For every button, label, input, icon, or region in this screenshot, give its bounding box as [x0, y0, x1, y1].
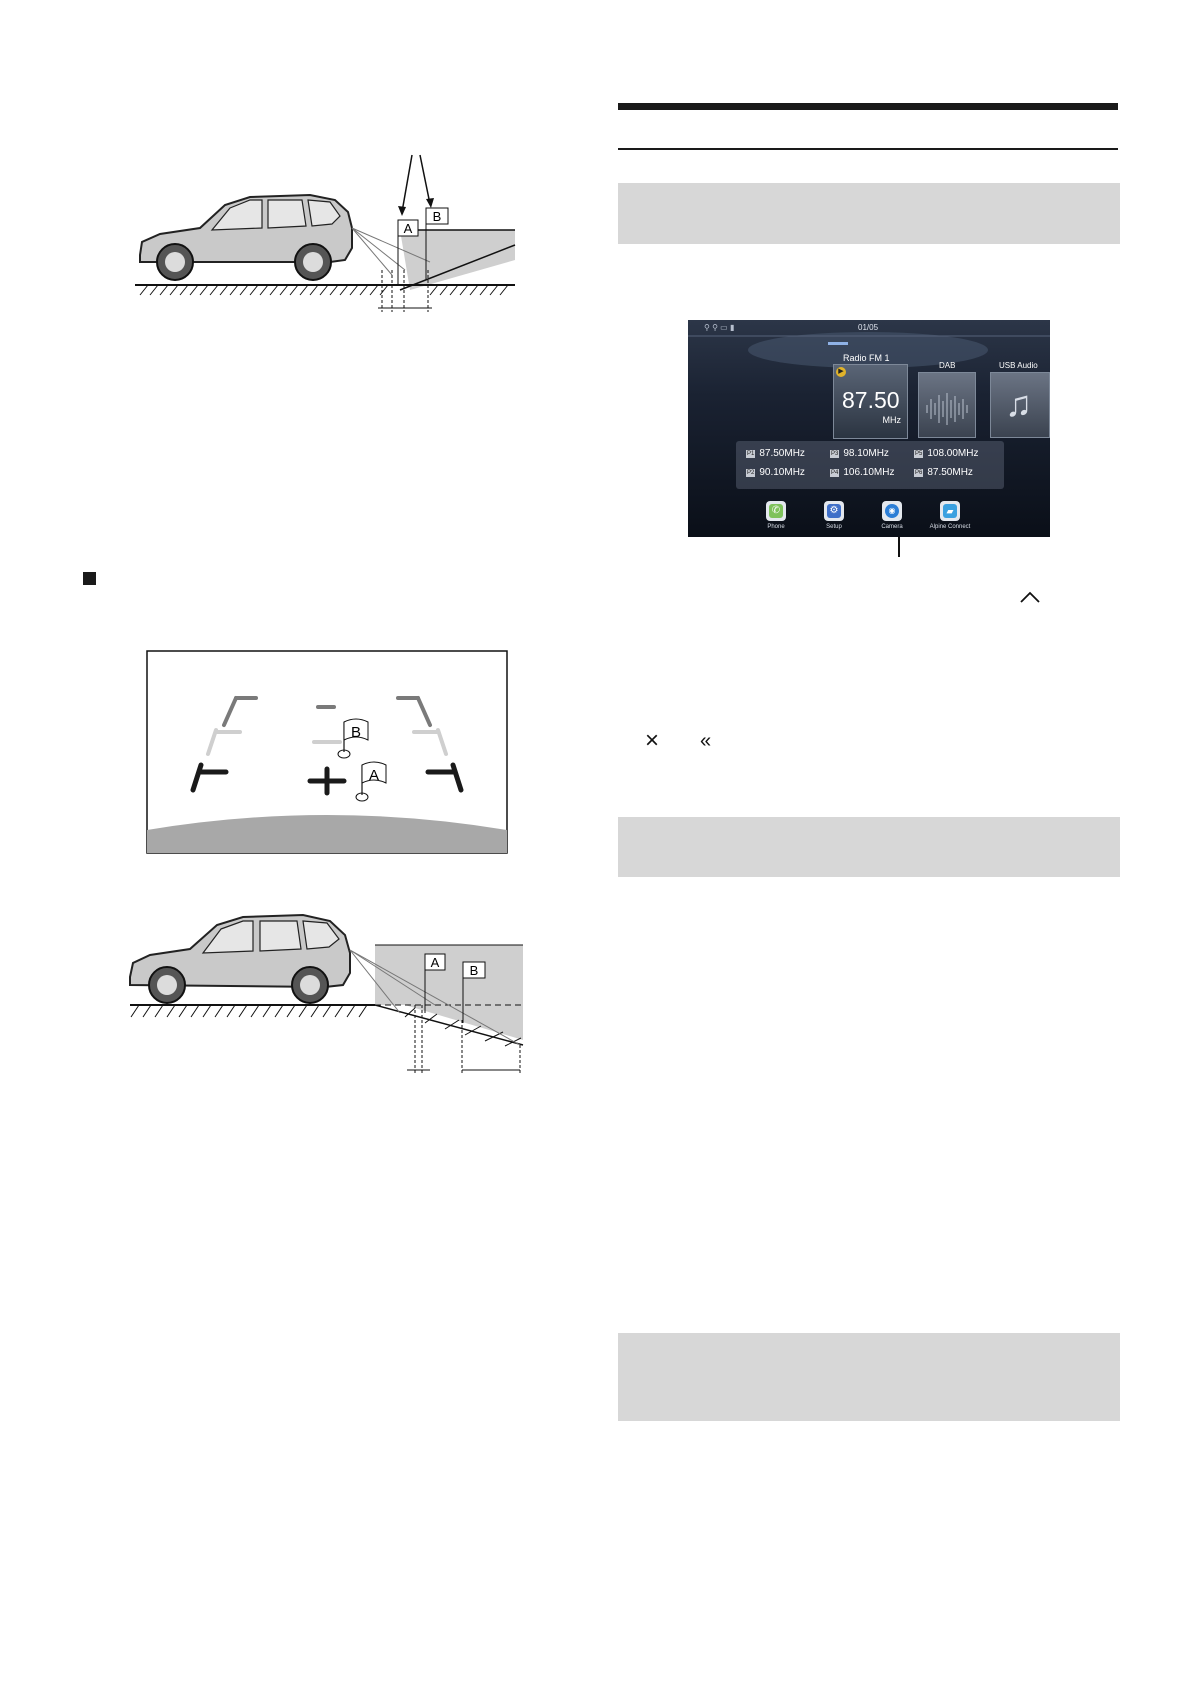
double-chevron-left-icon: «	[700, 730, 712, 752]
preset-item[interactable]	[914, 448, 998, 459]
status-page-indicator: 01/05	[858, 323, 879, 332]
app-label-phone: Phone	[767, 524, 785, 530]
preset-badge: P2	[747, 469, 755, 476]
preset-frequency: 108.00MHz	[927, 448, 979, 459]
car-incline-diagram-top	[130, 150, 525, 320]
preset-grid	[746, 448, 998, 478]
callout-line	[898, 537, 900, 557]
section-rule-thin	[618, 148, 1118, 150]
play-icon: ▶	[836, 367, 846, 377]
source-label-usb: USB Audio	[999, 361, 1038, 370]
preset-frequency: 106.10MHz	[843, 467, 895, 478]
source-tile-radio[interactable]	[833, 364, 908, 439]
preset-item[interactable]	[830, 467, 914, 478]
chevron-up-icon	[1018, 585, 1042, 609]
car-icon[interactable]: ▰	[940, 501, 960, 521]
gear-icon[interactable]: ⚙	[824, 501, 844, 521]
preset-frequency: 90.10MHz	[759, 467, 805, 478]
head-unit-home-screen	[688, 320, 1050, 537]
close-icon: ×	[645, 727, 660, 754]
preset-badge: P3	[831, 450, 839, 457]
music-note-icon: ♫	[1005, 383, 1032, 424]
preset-frequency: 98.10MHz	[843, 448, 889, 459]
phone-icon[interactable]: ✆	[766, 501, 786, 521]
flag-a-label: A	[403, 221, 413, 236]
heading-band-2	[618, 817, 1120, 877]
source-tile-dab[interactable]	[918, 372, 976, 438]
preset-badge: P5	[915, 450, 923, 457]
app-label-alpine-connect: Alpine Connect	[929, 524, 971, 530]
source-label-dab: DAB	[939, 361, 956, 370]
flag-b-label: B	[432, 209, 442, 224]
source-tile-usb[interactable]	[990, 372, 1050, 438]
bottom-flag-a-label: A	[430, 955, 440, 970]
preset-item[interactable]	[746, 467, 830, 478]
heading-band-3	[618, 1333, 1120, 1421]
bottom-flag-b-label: B	[469, 963, 479, 978]
guide-line-display	[146, 650, 508, 854]
preset-frequency: 87.50MHz	[759, 448, 805, 459]
app-label-camera: Camera	[881, 524, 903, 530]
camera-icon[interactable]: ◉	[882, 501, 902, 521]
status-icons: ⚲ ⚲ ▭ ▮	[704, 323, 735, 332]
preset-badge: P1	[747, 450, 755, 457]
radio-frequency: 87.50	[842, 387, 900, 413]
preset-badge: P6	[915, 469, 923, 476]
display-flag-a-label: A	[368, 767, 380, 784]
display-flag-b-label: B	[350, 724, 362, 741]
section-rule-thick	[618, 103, 1118, 110]
section-bullet	[83, 572, 96, 585]
radio-frequency-unit: MHz	[882, 415, 901, 425]
preset-badge: P4	[831, 469, 839, 476]
source-label-radio: Radio FM 1	[843, 353, 890, 363]
preset-item[interactable]	[914, 467, 998, 478]
preset-frequency: 87.50MHz	[927, 467, 973, 478]
preset-item[interactable]	[830, 448, 914, 459]
car-decline-diagram-bottom	[125, 905, 525, 1080]
app-label-setup: Setup	[826, 524, 842, 530]
heading-band-1	[618, 183, 1120, 244]
preset-item[interactable]	[746, 448, 830, 459]
